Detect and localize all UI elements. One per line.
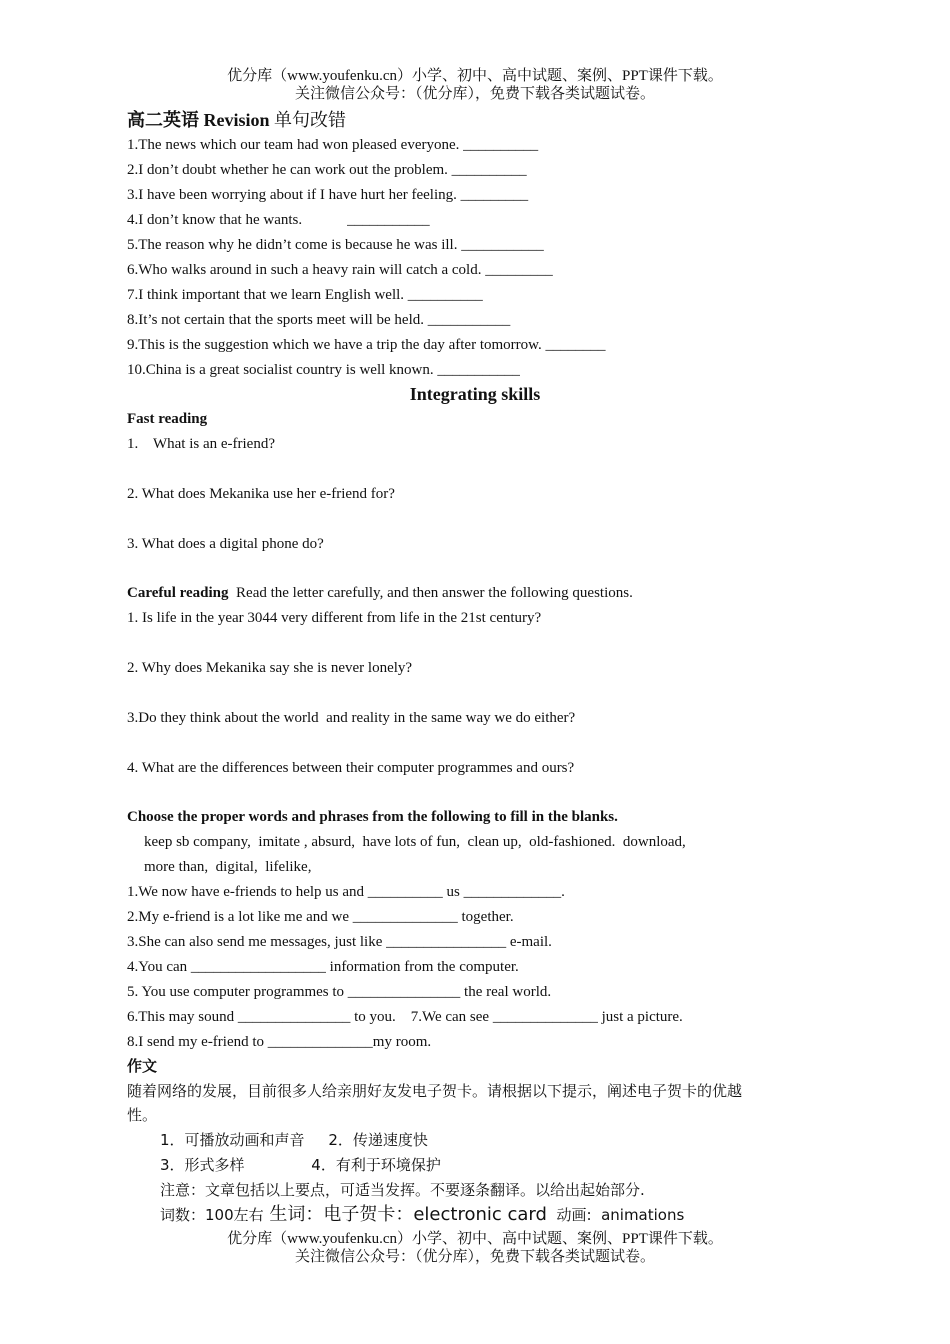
header-line-1: 优分库（www.youfenku.cn）小学、初中、高中试题、案例、PPT课件下载。 bbox=[227, 68, 723, 84]
correction-item-6: 6.Who walks around in such a heavy rain will catch a cold. _________ bbox=[127, 262, 553, 278]
fill-blank-item-3: 3.She can also send me messages, just like ________________ e-mail. bbox=[127, 934, 552, 950]
correction-item-3: 3.I have been worrying about if I have hurt her feeling. _________ bbox=[127, 187, 529, 203]
careful-reading-question-1: 1. Is life in the year 3044 very different from life in the 21st century? bbox=[127, 610, 542, 626]
fill-blanks-heading: Choose the proper words and phrases from the following to fill in the blanks. bbox=[127, 809, 618, 825]
composition-points-line-1: 1．可播放动画和声音 2．传递速度快 bbox=[160, 1131, 428, 1149]
correction-item-7: 7.I think important that we learn English well. __________ bbox=[127, 287, 483, 303]
fill-blank-item-2: 2.My e-friend is a lot like me and we ______________ together. bbox=[127, 909, 514, 925]
correction-item-9: 9.This is the suggestion which we have a trip the day after tomorrow. ________ bbox=[127, 337, 606, 353]
composition-note: 注意：文章包括以上要点，可适当发挥。不要逐条翻译。以给出起始部分. bbox=[160, 1181, 645, 1199]
fill-blank-item-4: 4.You can __________________ information from the computer. bbox=[127, 959, 519, 975]
word-bank-line-1: keep sb company, imitate , absurd, have lots of fun, clean up, old-fashioned. download, bbox=[144, 834, 686, 850]
correction-item-1: 1.The news which our team had won pleased everyone. __________ bbox=[127, 137, 539, 153]
careful-reading-line bbox=[127, 583, 633, 603]
composition-prompt-line-1: 随着网络的发展，目前很多人给亲朋好友发电子贺卡。请根据以下提示，阐述电子贺卡的优越 bbox=[127, 1082, 743, 1100]
integrating-skills-title: Integrating skills bbox=[409, 384, 541, 404]
careful-reading-question-2: 2. Why does Mekanika say she is never lonely? bbox=[127, 660, 413, 676]
fast-reading-question-3: 3. What does a digital phone do? bbox=[127, 536, 324, 552]
word-count-label: 词数：100左右 bbox=[160, 1206, 264, 1224]
fill-blank-item-5: 5. You use computer programmes to _______________ the real world. bbox=[127, 984, 552, 1000]
animation-label: 动画: animations bbox=[546, 1206, 685, 1224]
careful-reading-question-4: 4. What are the differences between their computer programmes and ours? bbox=[127, 760, 575, 776]
header-line-2: 关注微信公众号：（优分库），免费下载各类试题试卷。 bbox=[294, 86, 655, 102]
title-rest: 单句改错 bbox=[269, 110, 347, 130]
fast-reading-heading: Fast reading bbox=[127, 411, 208, 427]
fill-blank-item-8: 8.I send my e-friend to ______________my room. bbox=[127, 1034, 432, 1050]
composition-prompt-line-2: 性。 bbox=[127, 1106, 158, 1124]
careful-reading-heading: Careful reading bbox=[127, 585, 229, 601]
fast-reading-question-1: 1. What is an e-friend? bbox=[127, 436, 276, 452]
composition-vocab-line bbox=[160, 1205, 684, 1225]
correction-item-10: 10.China is a great socialist country is well known. ___________ bbox=[127, 362, 520, 378]
fill-blank-item-1: 1.We now have e-friends to help us and __________ us _____________. bbox=[127, 884, 565, 900]
footer-line-1: 优分库（www.youfenku.cn）小学、初中、高中试题、案例、PPT课件下载。 bbox=[227, 1231, 723, 1247]
correction-item-2: 2.I don’t doubt whether he can work out the problem. __________ bbox=[127, 162, 527, 178]
correction-item-8: 8.It’s not certain that the sports meet will be held. ___________ bbox=[127, 312, 511, 328]
composition-heading: 作文 bbox=[127, 1057, 158, 1075]
title-bold: 高二英语 Revision bbox=[127, 110, 270, 130]
page-title bbox=[127, 108, 346, 134]
fast-reading-question-2: 2. What does Mekanika use her e-friend for? bbox=[127, 486, 395, 502]
composition-points-line-2: 3．形式多样 4．有利于环境保护 bbox=[160, 1156, 441, 1174]
word-bank-line-2: more than, digital, lifelike, bbox=[144, 859, 312, 875]
correction-item-4: 4.I don’t know that he wants. ___________ bbox=[127, 212, 430, 228]
correction-item-5: 5.The reason why he didn’t come is because he was ill. ___________ bbox=[127, 237, 544, 253]
fill-blank-item-6-7: 6.This may sound _______________ to you. 7.We can see ______________ just a picture. bbox=[127, 1009, 683, 1025]
careful-reading-question-3: 3.Do they think about the world and reality in the same way we do either? bbox=[127, 710, 576, 726]
careful-reading-instruction: Read the letter carefully, and then answer the following questions. bbox=[228, 585, 633, 601]
vocab-label: 生词：电子贺卡：electronic card bbox=[263, 1204, 547, 1225]
footer-line-2: 关注微信公众号：（优分库），免费下载各类试题试卷。 bbox=[294, 1249, 655, 1265]
